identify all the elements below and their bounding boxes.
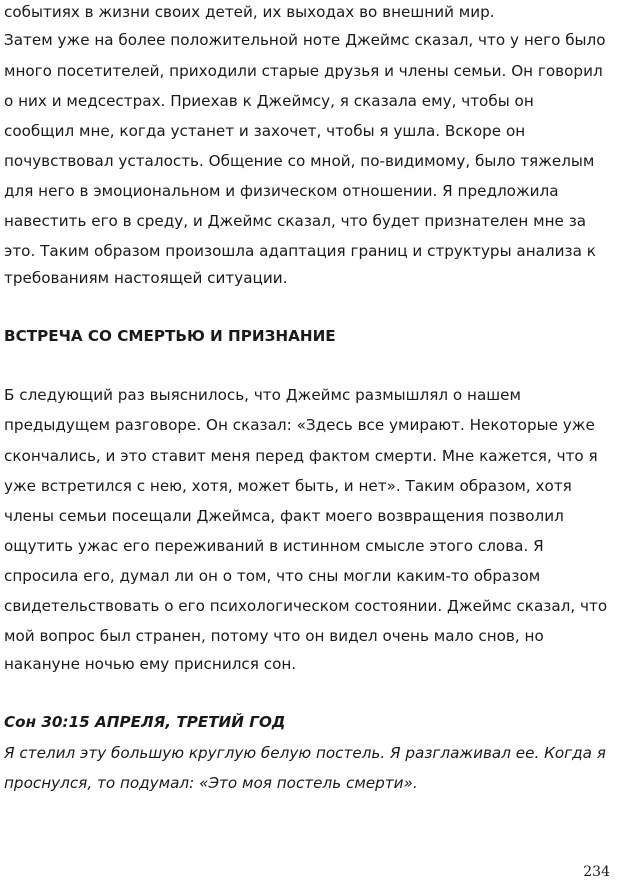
paragraph-1-line-8: навестить его в среду, и Джеймс сказал, что будет признателен мне за — [4, 212, 587, 230]
paragraph-2-line-5: члены семьи посещали Джеймса, факт моего возвращения позволил — [4, 507, 564, 525]
paragraph-2-line-10: накануне ночью ему приснился сон. — [4, 655, 297, 673]
paragraph-1-line-7: для него в эмоциональном и физическом отношении. Я предложила — [4, 182, 559, 200]
paragraph-2-line-3: скончались, и это ставит меня перед фактом смерти. Мне кажется, что я — [4, 447, 598, 465]
paragraph-1-line-2: Затем уже на более положительной ноте Джеймс сказал, что у него было — [4, 31, 606, 49]
paragraph-2-line-6: ощутить ужас его переживаний в истинном смысле этого слова. Я — [4, 537, 544, 555]
paragraph-2-line-9: мой вопрос был странен, потому что он видел очень мало снов, но — [4, 627, 544, 645]
dream-heading: Сон 30:15 АПРЕЛЯ, ТРЕТИЙ ГОД — [4, 713, 286, 731]
paragraph-1-line-3: много посетителей, приходили старые друзья и члены семьи. Он говорил — [4, 62, 603, 80]
paragraph-1-line-1: событиях в жизни своих детей, их выходах во внешний мир. — [4, 3, 495, 21]
dream-text-line-1: Я стелил эту большую круглую белую постель. Я разглаживал ее. Когда я — [4, 744, 606, 762]
paragraph-2-line-8: свидетельствовать о его психологическом состоянии. Джеймс сказал, что — [4, 597, 608, 615]
paragraph-1-line-6: почувствовал усталость. Общение со мной, по-видимому, было тяжелым — [4, 152, 595, 170]
paragraph-2-line-2: предыдущем разговоре. Он сказал: «Здесь все умирают. Некоторые уже — [4, 416, 595, 434]
paragraph-2-line-1: Б следующий раз выяснилось, что Джеймс размышлял о нашем — [4, 386, 521, 404]
paragraph-2-line-4: уже встретился с нею, хотя, может быть, и нет». Таким образом, хотя — [4, 477, 572, 495]
section-heading: ВСТРЕЧА СО СМЕРТЬЮ И ПРИЗНАНИЕ — [4, 327, 336, 345]
page-number: 234 — [583, 864, 610, 880]
paragraph-1-line-10: требованиям настоящей ситуации. — [4, 269, 288, 287]
paragraph-1-line-4: о них и медсестрах. Приехав к Джеймсу, я сказала ему, чтобы он — [4, 92, 534, 110]
paragraph-1-line-5: сообщил мне, когда устанет и захочет, чтобы я ушла. Вскоре он — [4, 122, 526, 140]
paragraph-1-line-9: это. Таким образом произошла адаптация границ и структуры анализа к — [4, 242, 596, 260]
dream-text-line-2: проснулся, то подумал: «Это моя постель смерти». — [4, 774, 418, 792]
paragraph-2-line-7: спросила его, думал ли он о том, что сны могли каким-то образом — [4, 567, 541, 585]
